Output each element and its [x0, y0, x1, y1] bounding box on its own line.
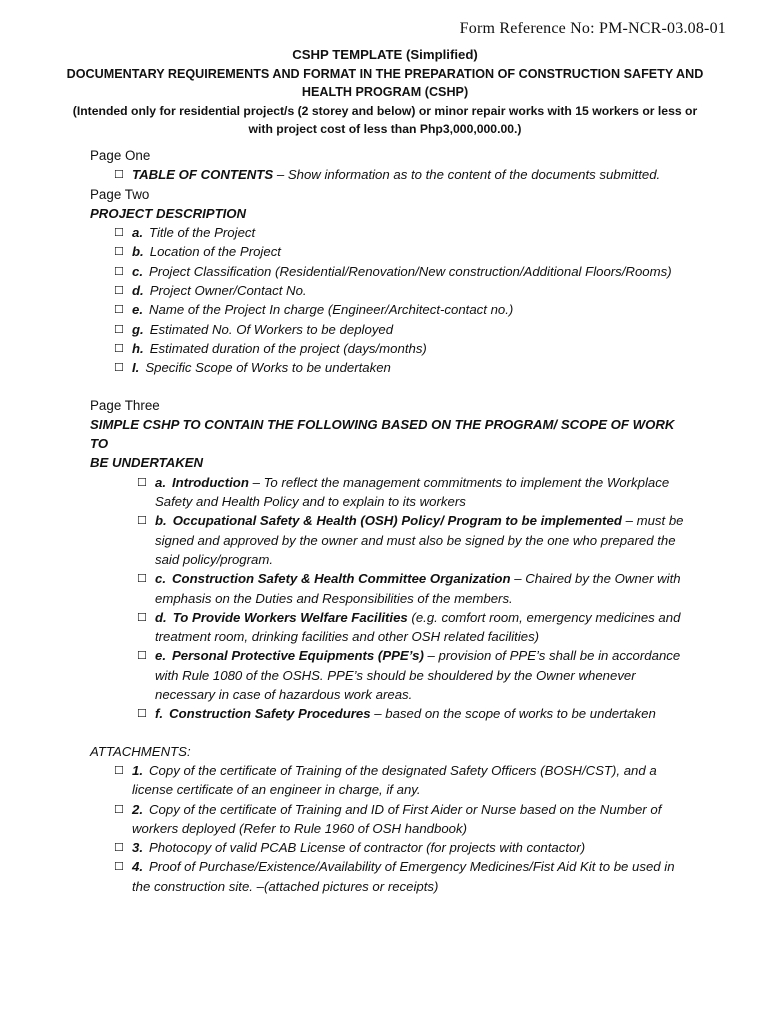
cshp-item: [137, 646, 690, 704]
item-description: – provision of PPE’s shall be in accordance with Rule 1080 of the OSHS. PPE’s should be shouldered by the Owner whenever necessary in case of hazardous work areas.: [155, 648, 681, 703]
item-description: – Chaired by the Owner with emphasis on the Duties and Responsibilities of the members.: [155, 571, 681, 606]
checkbox-icon: ☐: [114, 802, 124, 816]
attachment-item-text: [132, 857, 690, 896]
item-marker: 2.: [132, 801, 143, 817]
item-marker: e.: [132, 302, 143, 318]
page-one-label: Page One: [90, 148, 151, 163]
checkbox-icon: ☐: [137, 649, 147, 663]
checkbox-icon: ☐: [114, 303, 124, 317]
checkbox-icon: ☐: [137, 610, 147, 624]
item-description: – must be signed and approved by the owner and must also be signed by the one who prepared the said policy/program.: [155, 513, 684, 567]
cshp-item: [137, 569, 690, 608]
project-description-item: [114, 242, 690, 261]
item-marker: g.: [132, 321, 144, 337]
item-marker: I.: [132, 360, 140, 376]
project-description-item-text: [132, 358, 690, 377]
item-title: Construction Safety Procedures: [169, 706, 371, 722]
cshp-item-text: [155, 511, 690, 569]
cshp-item: [137, 608, 690, 647]
attachment-item-text: [132, 838, 690, 857]
item-description: Copy of the certificate of Training and ID of First Aider or Nurse based on the Number of workers deployed (Refer to Rule 1960 of OSH handbook): [132, 801, 662, 836]
item-title: Personal Protective Equipments (PPE’s): [172, 648, 424, 664]
item-marker: a.: [132, 225, 143, 241]
toc-text: – Show information as to the content of the documents submitted.: [273, 167, 661, 183]
item-description: – based on the scope of works to be undertaken: [370, 706, 656, 722]
item-description: Specific Scope of Works to be undertaken: [145, 360, 391, 376]
checkbox-icon: ☐: [114, 322, 124, 336]
item-marker: b.: [132, 244, 144, 260]
item-marker: f.: [155, 706, 164, 722]
project-description-item-text: [132, 262, 690, 281]
project-description-item-text: [132, 223, 690, 242]
item-marker: c.: [155, 571, 166, 587]
checkbox-icon: ☐: [137, 475, 147, 489]
checkbox-icon: ☐: [114, 226, 124, 240]
project-description-item-text: [132, 300, 690, 319]
checkbox-icon: ☐: [114, 284, 124, 298]
project-description-item: [114, 223, 690, 242]
document-header: [60, 46, 710, 139]
scope-note-line-1: (Intended only for residential project/s (2 storey and below) or minor repair works with 15 workers or less or: [72, 103, 698, 118]
project-description-item: [114, 358, 690, 377]
attachment-item: [114, 761, 690, 800]
item-description: Estimated No. Of Workers to be deployed: [149, 321, 394, 337]
form-reference: Form Reference No: PM-NCR-03.08-01: [459, 20, 726, 37]
item-description: Location of the Project: [149, 244, 281, 260]
item-description: Estimated duration of the project (days/months): [149, 340, 427, 356]
project-description-item-text: [132, 242, 690, 261]
item-title: To Provide Workers Welfare Facilities: [172, 609, 408, 625]
cshp-item-text: [155, 569, 690, 608]
checkbox-icon: ☐: [137, 572, 147, 586]
item-description: Name of the Project In charge (Engineer/Architect-contact no.): [149, 302, 514, 318]
project-description-item-text: [132, 320, 690, 339]
item-description: Photocopy of valid PCAB License of contractor (for projects with contactor): [149, 840, 586, 856]
checkbox-icon: ☐: [114, 841, 124, 855]
item-marker: 3.: [132, 840, 143, 856]
attachments-label: ATTACHMENTS:: [90, 743, 191, 759]
item-marker: d.: [155, 609, 167, 625]
cshp-item-text: [155, 646, 690, 704]
item-description: Proof of Purchase/Existence/Availability of Emergency Medicines/Fist Aid Kit to be used in the construction site. –(attached pictures or receipts): [132, 859, 675, 894]
checkbox-icon: ☐: [114, 763, 124, 777]
item-description: Title of the Project: [149, 225, 256, 241]
checkbox-icon: ☐: [114, 341, 124, 355]
item-description: Project Owner/Contact No.: [149, 283, 307, 299]
attachment-item-text: [132, 761, 690, 800]
project-description-item-text: [132, 339, 690, 358]
checkbox-icon: ☐: [114, 264, 124, 278]
item-title: Occupational Safety & Health (OSH) Policy/ Program to be implemented: [172, 513, 622, 529]
item-marker: e.: [155, 648, 166, 664]
document-body: [90, 146, 690, 896]
attachments-list: [90, 761, 690, 896]
item-description: (e.g. comfort room, emergency medicines and treatment room, drinking facilities and other OSH related facilities): [155, 609, 681, 645]
project-description-item: [114, 339, 690, 358]
project-description-list: [90, 223, 690, 377]
item-marker: c.: [132, 263, 143, 279]
checkbox-icon: ☐: [114, 245, 124, 259]
project-description-item-text: [132, 281, 690, 300]
checkbox-icon: ☐: [137, 514, 147, 528]
item-marker: b.: [155, 513, 167, 529]
cshp-item: [137, 473, 690, 512]
checkbox-icon: ☐: [114, 860, 124, 874]
item-description: Project Classification (Residential/Renovation/New construction/Additional Floors/Rooms): [149, 263, 672, 279]
item-description: – To reflect the management commitments to implement the Workplace Safety and Health Policy and to explain to its workers: [155, 474, 670, 510]
item-marker: 1.: [132, 762, 143, 778]
project-description-item: [114, 262, 690, 281]
item-marker: 4.: [132, 859, 143, 875]
cshp-item-text: [155, 473, 690, 512]
cshp-item-text: [155, 608, 690, 647]
item-title: Construction Safety & Health Committee Organization: [172, 571, 511, 587]
item-description: Copy of the certificate of Training of the designated Safety Officers (BOSH/CST), and a license certificate of an engineer in charge, if any.: [132, 762, 657, 798]
attachment-item: [114, 800, 690, 839]
item-marker: a.: [155, 474, 166, 490]
item-marker: d.: [132, 283, 144, 299]
cshp-heading-line-2: BE UNDERTAKEN: [90, 455, 204, 471]
toc-label: TABLE OF CONTENTS: [132, 167, 274, 183]
document-title: CSHP TEMPLATE (Simplified): [292, 47, 478, 62]
attachment-item-text: [132, 800, 690, 839]
project-description-heading: PROJECT DESCRIPTION: [90, 205, 247, 221]
toc-item: [114, 165, 690, 184]
attachment-item: [114, 838, 690, 857]
project-description-item: [114, 281, 690, 300]
cshp-item: [137, 511, 690, 569]
page-three-label: Page Three: [90, 397, 160, 413]
subtitle-line-1: DOCUMENTARY REQUIREMENTS AND FORMAT IN THE PREPARATION OF CONSTRUCTION SAFETY AND: [66, 66, 704, 81]
project-description-item: [114, 320, 690, 339]
item-title: Introduction: [172, 474, 249, 490]
checkbox-icon: ☐: [114, 361, 124, 375]
cshp-item-text: [155, 704, 690, 723]
subtitle-line-2: HEALTH PROGRAM (CSHP): [301, 85, 469, 99]
checkbox-icon: ☐: [114, 168, 124, 182]
scope-note-line-2: with project cost of less than Php3,000,000.00.): [248, 122, 522, 136]
checkbox-icon: ☐: [137, 707, 147, 721]
cshp-content-list: [90, 473, 690, 724]
cshp-heading-line-1: SIMPLE CSHP TO CONTAIN THE FOLLOWING BASED ON THE PROGRAM/ SCOPE OF WORK TO: [90, 416, 675, 452]
item-marker: h.: [132, 340, 144, 356]
cshp-item: [137, 704, 690, 723]
page-two-label: Page Two: [90, 186, 150, 202]
attachment-item: [114, 857, 690, 896]
project-description-item: [114, 300, 690, 319]
